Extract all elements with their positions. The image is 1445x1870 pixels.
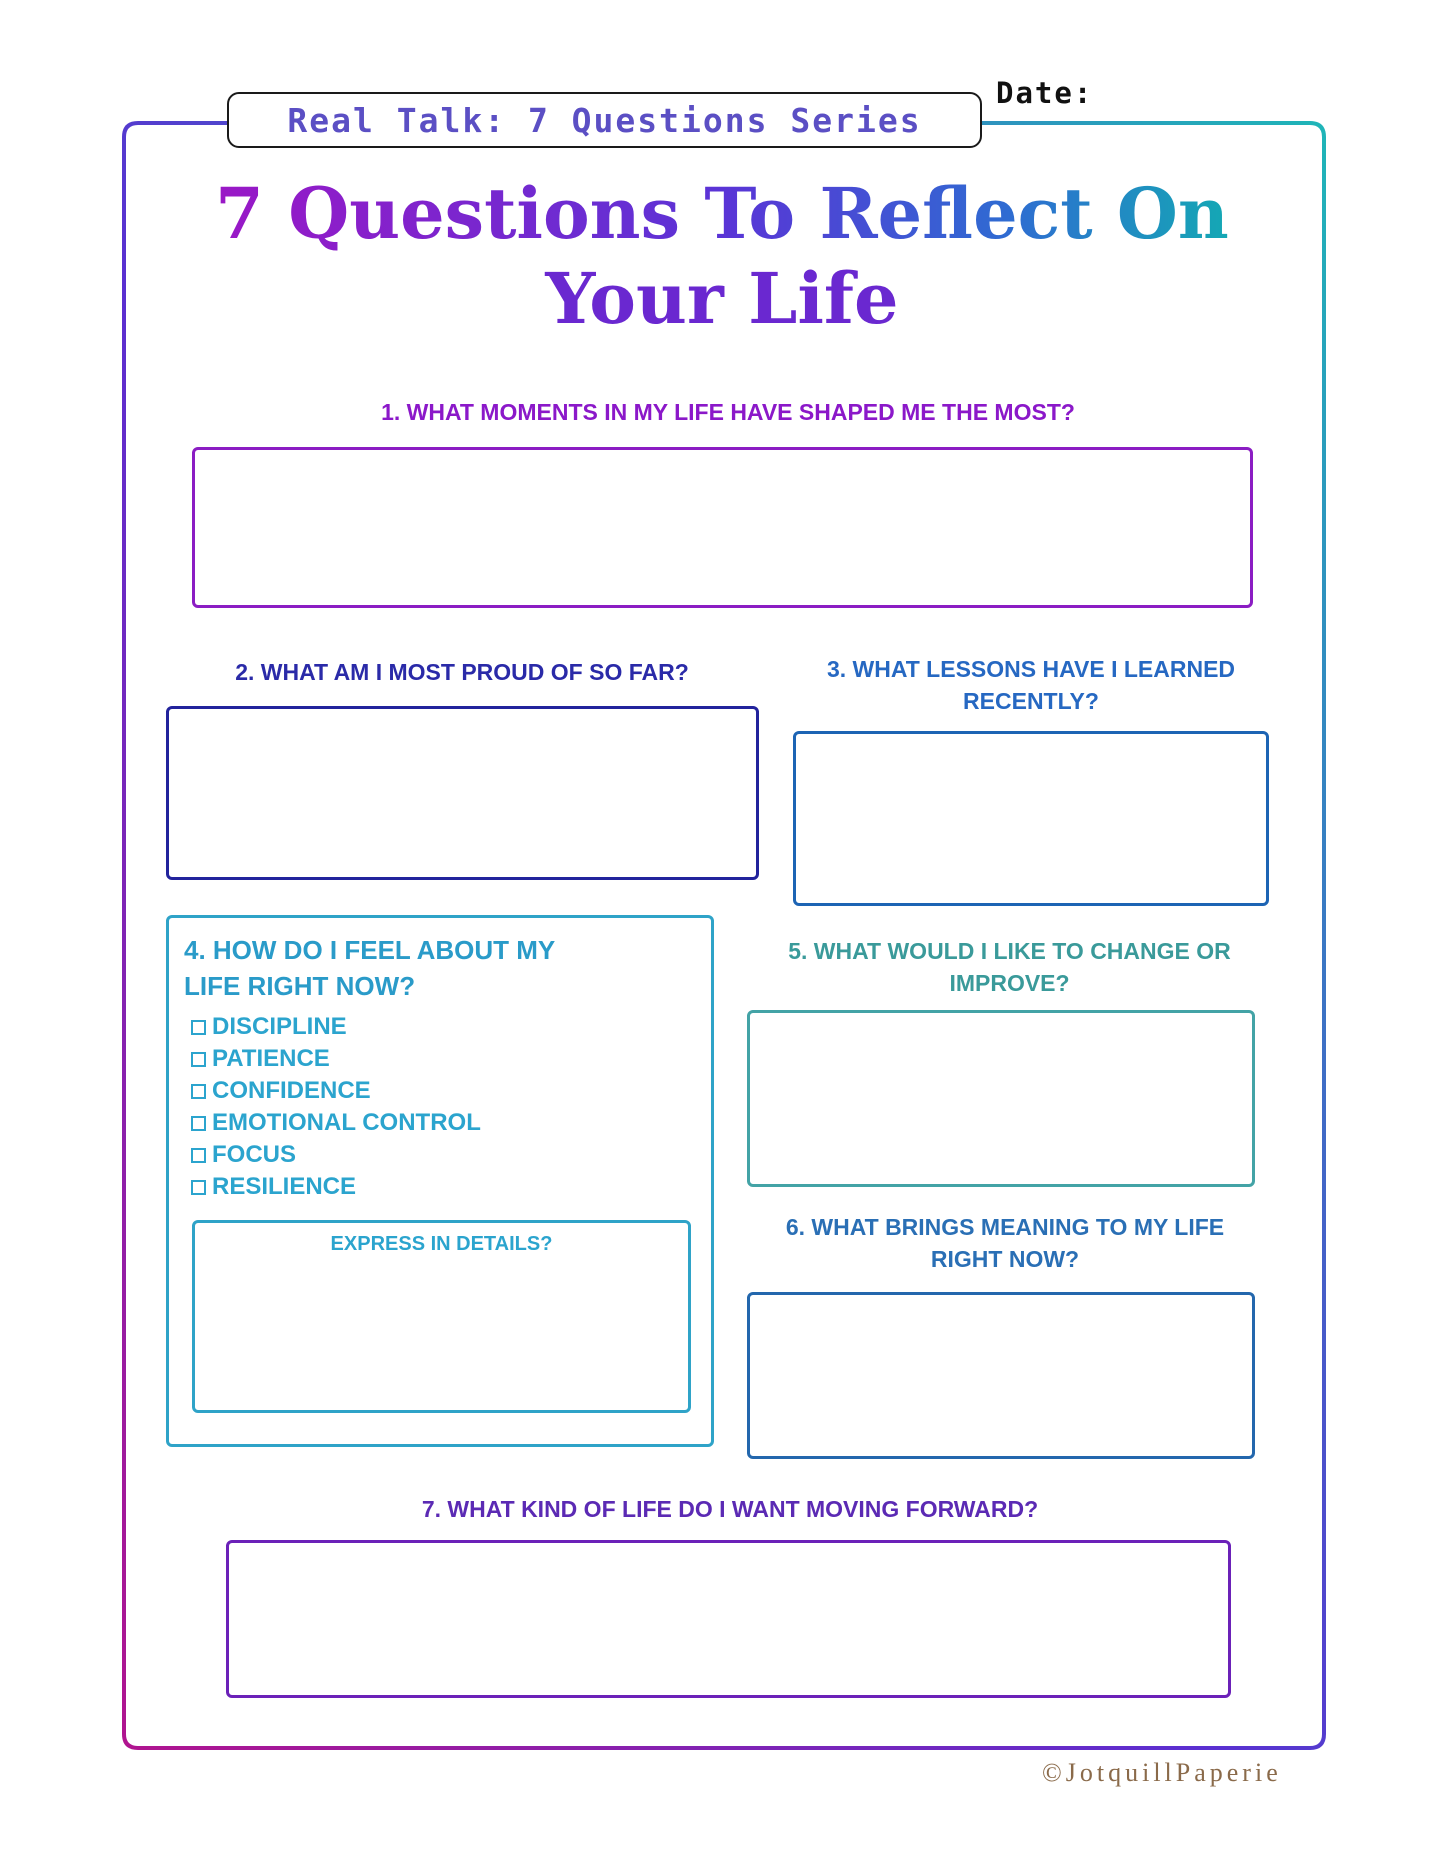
checklist-item-label: EMOTIONAL CONTROL xyxy=(212,1109,481,1136)
question-5-label xyxy=(748,935,1271,999)
express-details-box[interactable] xyxy=(192,1220,691,1413)
question-7-label: 7. WHAT KIND OF LIFE DO I WANT MOVING FORWARD? xyxy=(421,1496,1039,1522)
express-details-label: EXPRESS IN DETAILS? xyxy=(330,1233,553,1255)
checkbox[interactable] xyxy=(191,1052,206,1067)
checklist-item[interactable] xyxy=(191,1075,481,1107)
question-2-answer-box[interactable] xyxy=(166,706,759,880)
question-5-answer-box[interactable] xyxy=(747,1010,1255,1187)
checkbox[interactable] xyxy=(191,1148,206,1163)
title-line-1: 7 Questions To Reflect On xyxy=(215,172,1229,255)
question-5-label-line-2: IMPROVE? xyxy=(949,970,1070,996)
page-title xyxy=(180,160,1265,350)
feelings-checklist xyxy=(191,1011,481,1203)
question-6-label-line-1: 6. WHAT BRINGS MEANING TO MY LIFE xyxy=(785,1214,1225,1240)
question-3-label xyxy=(793,653,1269,717)
series-title: Real Talk: 7 Questions Series xyxy=(287,100,922,140)
series-title-badge xyxy=(227,92,982,148)
checklist-item[interactable] xyxy=(191,1043,481,1075)
checkbox[interactable] xyxy=(191,1020,206,1035)
checklist-item-label: FOCUS xyxy=(212,1141,296,1168)
checkbox[interactable] xyxy=(191,1180,206,1195)
question-3-answer-box[interactable] xyxy=(793,731,1269,906)
question-3-label-line-2: RECENTLY? xyxy=(963,688,1099,714)
checklist-item[interactable] xyxy=(191,1171,481,1203)
question-4-label xyxy=(184,932,624,1004)
checklist-item-label: DISCIPLINE xyxy=(212,1013,347,1040)
question-1-answer-box[interactable] xyxy=(192,447,1253,608)
checklist-item-label: CONFIDENCE xyxy=(212,1077,371,1104)
checklist-item-label: RESILIENCE xyxy=(212,1173,357,1200)
date-label: Date: xyxy=(996,76,1094,110)
title-line-2: Your Life xyxy=(545,257,899,340)
question-6-answer-box[interactable] xyxy=(747,1292,1255,1459)
checkbox[interactable] xyxy=(191,1084,206,1099)
question-4-label-line-1: 4. HOW DO I FEEL ABOUT MY xyxy=(184,935,556,965)
checklist-item[interactable] xyxy=(191,1011,481,1043)
question-2-label: 2. WHAT AM I MOST PROUD OF SO FAR? xyxy=(235,659,689,685)
question-7-answer-box[interactable] xyxy=(226,1540,1231,1698)
checklist-item[interactable] xyxy=(191,1107,481,1139)
question-4-label-line-2: LIFE RIGHT NOW? xyxy=(184,971,416,1001)
question-5-label-line-1: 5. WHAT WOULD I LIKE TO CHANGE OR xyxy=(788,938,1231,964)
question-1-label: 1. WHAT MOMENTS IN MY LIFE HAVE SHAPED ME THE MOST? xyxy=(381,399,1075,425)
question-3-label-line-1: 3. WHAT LESSONS HAVE I LEARNED xyxy=(826,656,1236,682)
copyright-text: ©JotquillPaperie xyxy=(1042,1758,1282,1787)
question-6-label xyxy=(748,1211,1262,1275)
checklist-item[interactable] xyxy=(191,1139,481,1171)
checkbox[interactable] xyxy=(191,1116,206,1131)
question-6-label-line-2: RIGHT NOW? xyxy=(930,1246,1080,1272)
checklist-item-label: PATIENCE xyxy=(212,1045,330,1072)
